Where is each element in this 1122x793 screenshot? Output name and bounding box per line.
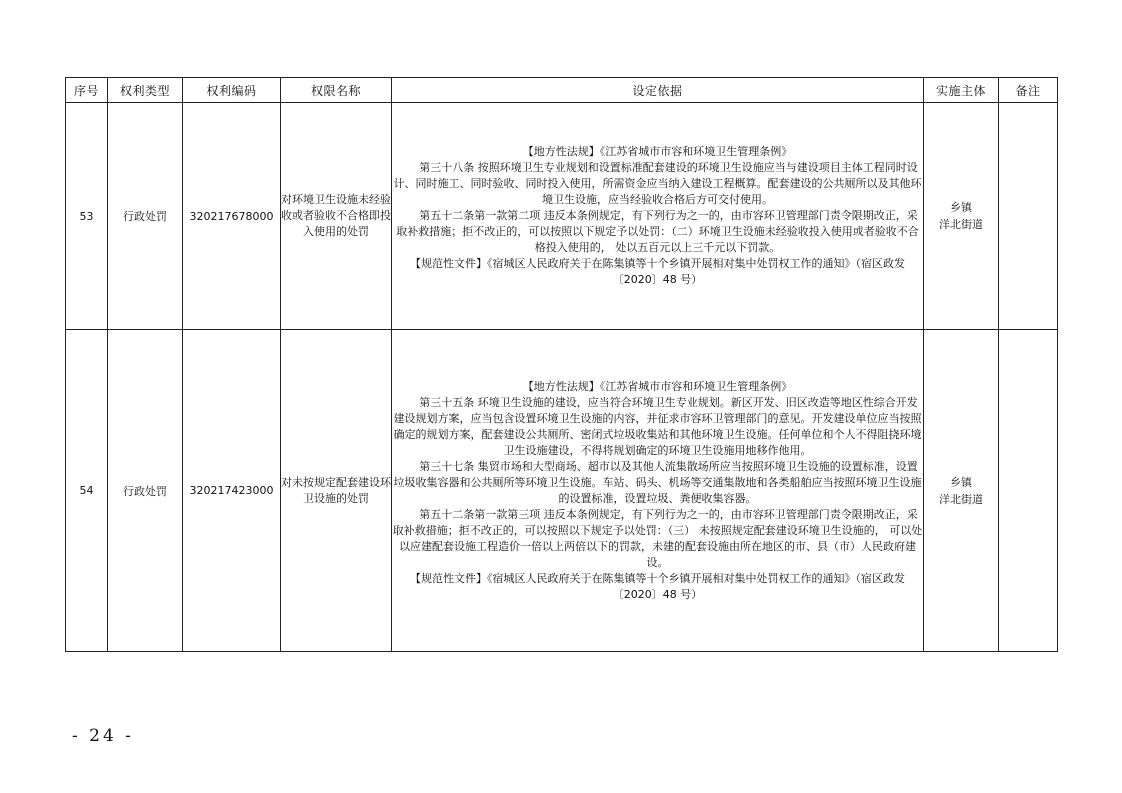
basis-paragraph: 第三十七条 集贸市场和大型商场、超市以及其他人流集散场所应当按照环境卫生设施的设置标准，设置垃圾收集容器和公共厕所等环境卫生设施。车站、码头、机场等交通集散地和各类船舶应当按照环境卫生设施的设置标准，设置垃圾、粪便收集容器。: [393, 459, 922, 505]
row-remark: [999, 103, 1058, 330]
row-code: 320217423000: [183, 330, 281, 652]
row-basis: [392, 103, 924, 330]
row-subject: [924, 103, 999, 330]
table-row: [66, 103, 1058, 330]
basis-paragraph: 【规范性文件】《宿城区人民政府关于在陈集镇等十个乡镇开展相对集中处罚权工作的通知》（宿区政发〔2020〕48 号）: [410, 571, 905, 601]
basis-paragraph: 【地方性法规】《江苏省城市市容和环境卫生管理条例》: [522, 379, 793, 393]
row-name: 对环境卫生设施未经验收或者验收不合格即投入使用的处罚: [281, 103, 392, 330]
header-seq: 序号: [66, 78, 108, 103]
basis-paragraph: 【地方性法规】《江苏省城市市容和环境卫生管理条例》: [522, 145, 793, 158]
row-basis: [392, 330, 924, 652]
subject-line: 洋北街道: [939, 218, 983, 231]
subject-line: 乡镇: [950, 475, 972, 489]
row-type: 行政处罚: [108, 330, 183, 652]
header-subject: 实施主体: [924, 78, 999, 103]
page-number: - 24 -: [72, 726, 134, 746]
row-seq: 54: [66, 330, 108, 652]
table-header-row: [66, 78, 1058, 103]
row-remark: [999, 330, 1058, 652]
authority-table: [65, 77, 1058, 652]
basis-paragraph: 【规范性文件】《宿城区人民政府关于在陈集镇等十个乡镇开展相对集中处罚权工作的通知》（宿区政发〔2020〕48 号）: [410, 257, 905, 286]
table-row: [66, 330, 1058, 652]
row-type: 行政处罚: [108, 103, 183, 330]
row-name: 对未按规定配套建设环卫设施的处罚: [281, 330, 392, 652]
basis-paragraph: 第五十二条第一款第三项 违反本条例规定，有下列行为之一的，由市容环卫管理部门责令限期改正，采取补救措施；拒不改正的，可以按照以下规定予以处罚：（三） 未按照规定配套建设环境卫生设施的， 可以处以应建配套设施工程造价一倍以上两倍以下的罚款，未建的配套设施由所在地区的市、县（市）人民政府建设。: [392, 507, 923, 569]
subject-line: 洋北街道: [939, 492, 983, 506]
header-type: 权利类型: [108, 78, 183, 103]
basis-paragraph: 第三十八条 按照环境卫生专业规划和设置标准配套建设的环境卫生设施应当与建设项目主体工程同时设计、同时施工、同时验收、同时投入使用，所需资金应当纳入建设工程概算。配套建设的公共厕所以及其他环境卫生设施，应当经验收合格后方可交付使用。: [393, 161, 922, 206]
header-code: 权利编码: [183, 78, 281, 103]
row-seq: 53: [66, 103, 108, 330]
row-subject: [924, 330, 999, 652]
header-basis: 设定依据: [392, 78, 924, 103]
row-code: 320217678000: [183, 103, 281, 330]
header-name: 权限名称: [281, 78, 392, 103]
subject-line: 乡镇: [950, 201, 972, 214]
basis-paragraph: 第三十五条 环境卫生设施的建设，应当符合环境卫生专业规划。新区开发、旧区改造等地区性综合开发建设规划方案，应当包含设置环境卫生设施的内容，并征求市容环卫管理部门的意见。开发建设单位应当按照确定的规划方案，配套建设公共厕所、密闭式垃圾收集站和其他环境卫生设施。任何单位和个人不得阻挠环境卫生设施建设，不得将规划确定的环境卫生设施用地移作他用。: [393, 395, 922, 457]
header-remark: 备注: [999, 78, 1058, 103]
basis-paragraph: 第五十二条第一款第二项 违反本条例规定，有下列行为之一的，由市容环卫管理部门责令限期改正，采取补救措施；拒不改正的，可以按照以下规定予以处罚：（二）环境卫生设施未经验收投入使用或者验收不合格投入使用的， 处以五百元以上三千元以下罚款。: [396, 209, 919, 254]
